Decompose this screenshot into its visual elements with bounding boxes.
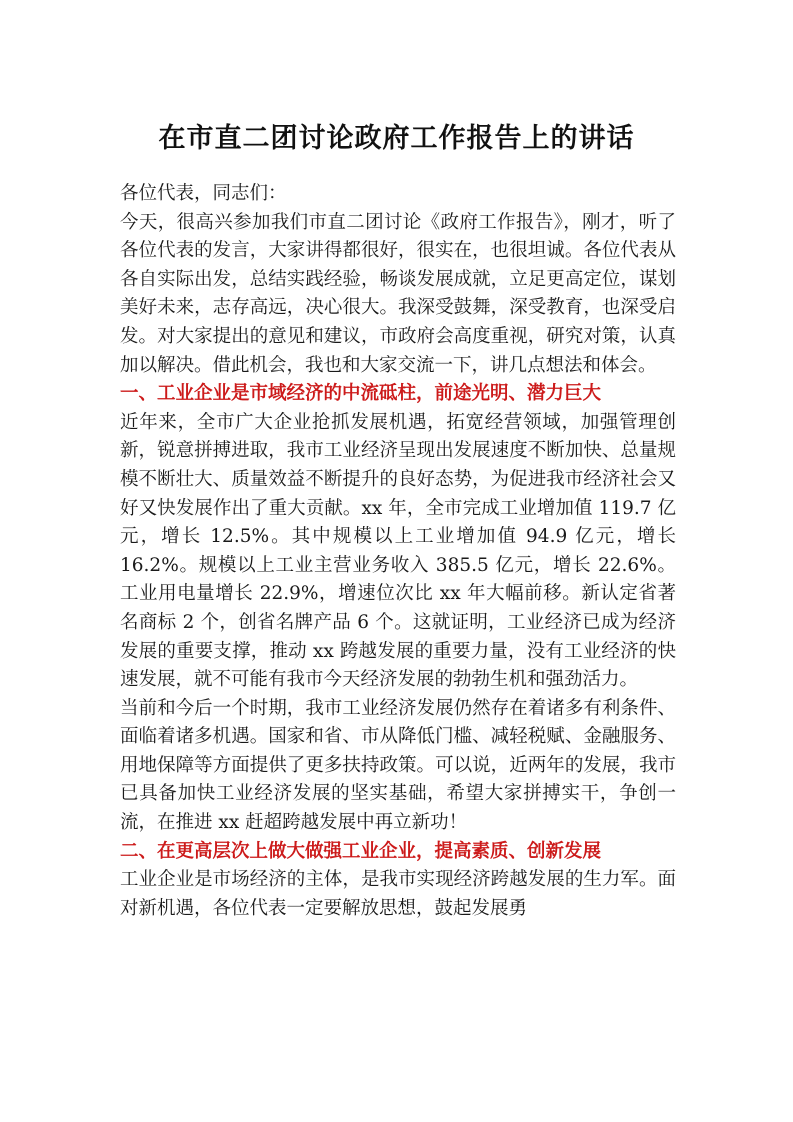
document-body [120, 180, 676, 923]
document-title: 在市直二团讨论政府工作报告上的讲话 [158, 123, 635, 154]
section-1-paragraph-2: 当前和今后一个时期，我市工业经济发展仍然存在着诸多有利条件、面临着诸多机遇。国家和省、市从降低门槛、减轻税赋、金融服务、用地保障等方面提供了更多扶持政策。可以说，近两年的发展，我市已具备加快工业经济发展的坚实基础，希望大家拼搏实干，争创一流，在推进 xx 赶超跨越发展中再立新功！ [120, 697, 676, 834]
section-1-paragraph-1: 近年来，全市广大企业抢抓发展机遇，拓宽经营领域，加强管理创新，锐意拼搏进取，我市工业经济呈现出发展速度不断加快、总量规模不断壮大、质量效益不断提升的良好态势，为促进我市经济社会又好又快发展作出了重大贡献。xx 年，全市完成工业增加值 119.7 亿元，增长 12.5%。其中规模以上工业增加值 94.9 亿元，增长 16.2%。规模以上工业主营业务收入 385.5 亿元，增长 22.6%。工业用电量增长 22.9%，增速位次比 xx 年大幅前移。新认定省著名商标 2 个，创省名牌产品 6 个。这就证明，工业经济已成为经济发展的重要支撑，推动 xx 跨越发展的重要力量，没有工业经济的快速发展，就不可能有我市今天经济发展的勃勃生机和强劲活力。 [120, 411, 676, 691]
intro-paragraph: 今天，很高兴参加我们市直二团讨论《政府工作报告》，刚才，听了各位代表的发言，大家讲得都很好，很实在，也很坦诚。各位代表从各自实际出发，总结实践经验，畅谈发展成就，立足更高定位，谋划美好未来，志存高远，决心很大。我深受鼓舞，深受教育，也深受启发。对大家提出的意见和建议，市政府会高度重视，研究对策，认真加以解决。借此机会，我也和大家交流一下，讲几点想法和体会。 [120, 211, 676, 376]
section-1-heading: 一、工业企业是市域经济的中流砥柱，前途光明、潜力巨大 [120, 383, 602, 405]
section-2-paragraph-1: 工业企业是市场经济的主体，是我市实现经济跨越发展的生力军。面对新机遇，各位代表一定要解放思想，鼓起发展勇 [120, 869, 676, 919]
salutation: 各位代表，同志们： [120, 183, 287, 204]
section-2-heading: 二、在更高层次上做大做强工业企业，提高素质、创新发展 [120, 840, 602, 862]
